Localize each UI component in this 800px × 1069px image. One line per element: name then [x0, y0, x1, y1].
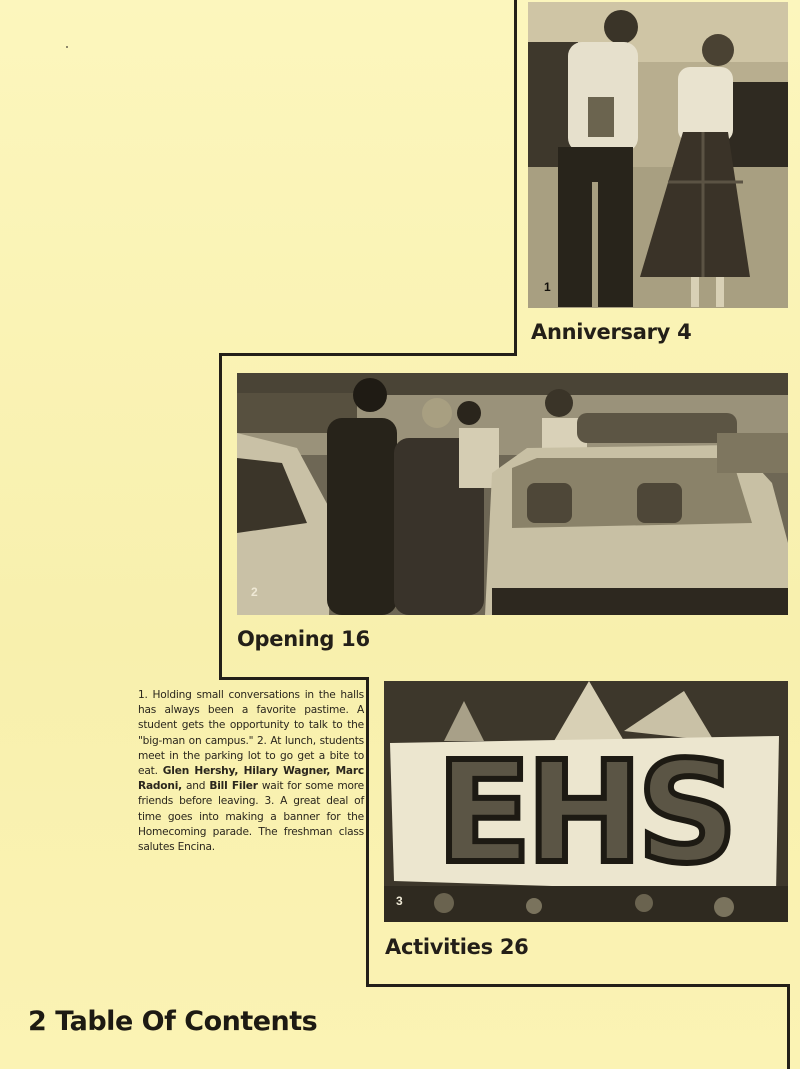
photo-number-2: 2: [251, 585, 258, 599]
frame-line-top-vertical: [514, 0, 517, 356]
photo-anniversary: [528, 2, 788, 308]
photo-opening: [237, 373, 788, 615]
section-title-anniversary: Anniversary 4: [531, 320, 692, 344]
photo-anniversary-illustration: [528, 2, 788, 308]
photo-activities: [384, 681, 788, 922]
banner-text: EHS: [436, 732, 732, 895]
paper-speck: [66, 46, 68, 48]
page-number: 2: [28, 1006, 47, 1037]
frame-line-bottom: [366, 984, 790, 987]
photo-number-3: 3: [396, 894, 403, 908]
photo-activities-illustration: [384, 681, 788, 922]
frame-line-step-2: [219, 677, 369, 680]
section-title-activities: Activities 26: [385, 935, 529, 959]
page-footer-title: [28, 1006, 317, 1037]
table-of-contents-heading: Table Of Contents: [55, 1006, 318, 1037]
frame-line-right-edge: [787, 984, 790, 1069]
frame-line-lower-vertical: [366, 677, 369, 987]
photo-number-1: 1: [544, 280, 551, 294]
caption-and: and: [181, 780, 210, 793]
frame-line-mid-vertical: [219, 353, 222, 680]
frame-line-step-1: [219, 353, 517, 356]
photo-caption: [138, 688, 364, 855]
caption-names-1: Glen Hershy, Hilary Wagner, Marc Radoni,: [138, 765, 364, 793]
caption-names-2: Bill Filer: [209, 780, 258, 793]
caption-text-1: 1. Holding small conversations in the halls has always been a favorite pastime. A student gets the opportunity to talk to the "big-man on campus." 2. At lunch, students meet in the parking lot to go get a bite to eat.: [138, 689, 364, 778]
section-title-opening: Opening 16: [237, 627, 370, 651]
caption-text-2: wait for some more friends before leaving. 3. A great deal of time goes into making a banner for the Homecoming parade. The freshman class salutes Encina.: [138, 780, 364, 854]
photo-opening-illustration: [237, 373, 788, 615]
